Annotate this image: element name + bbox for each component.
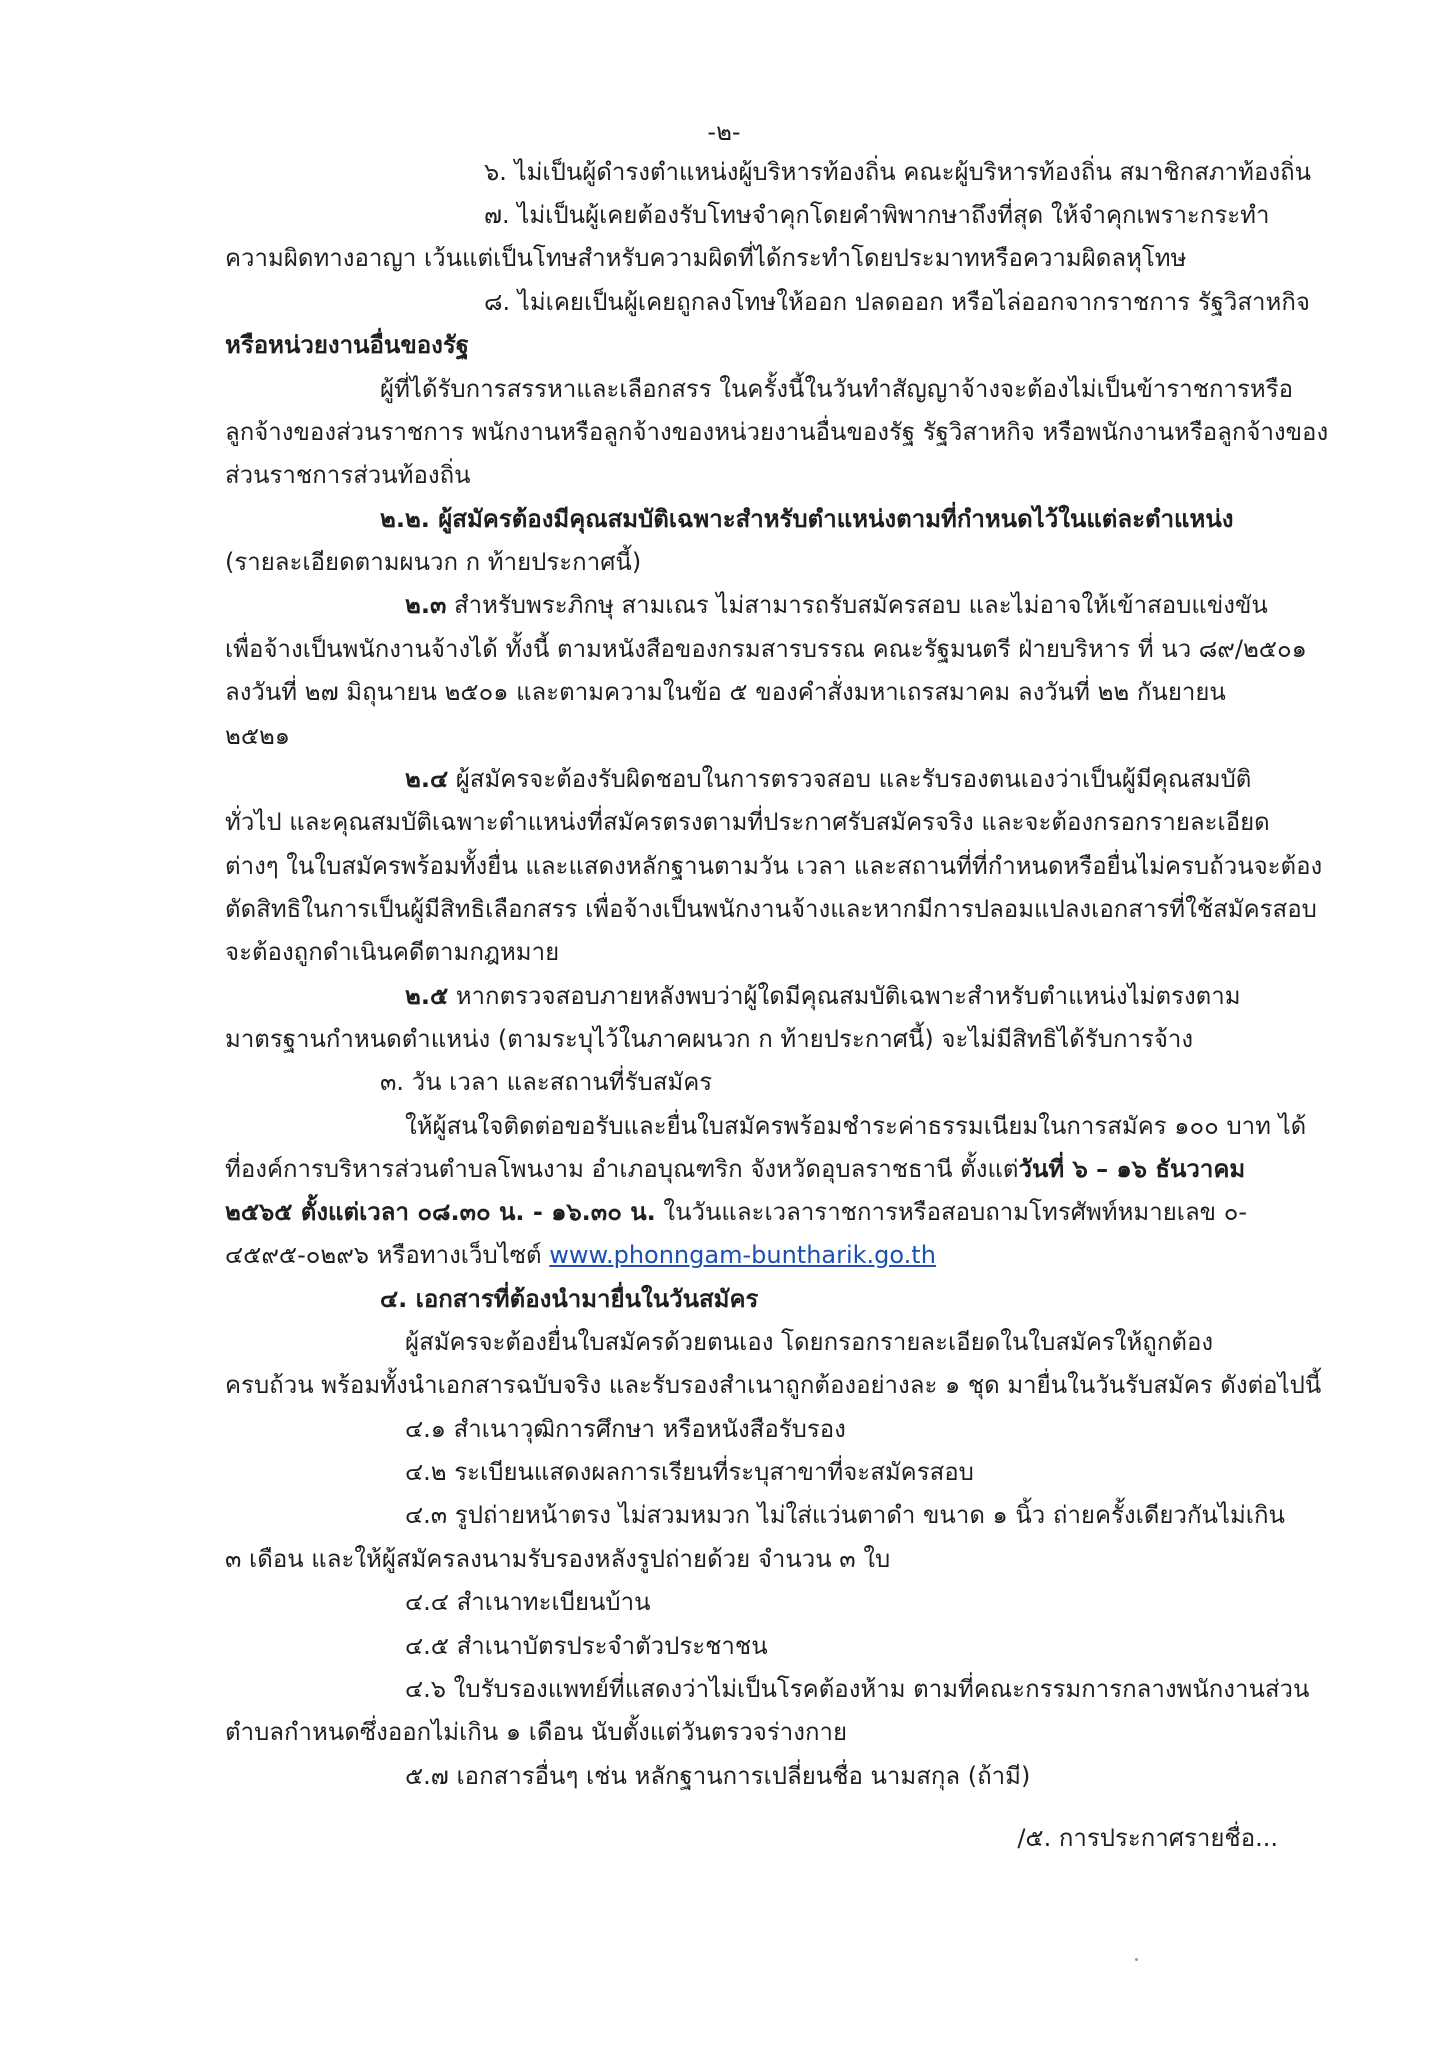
text-segment: ผู้สมัครจะต้องยื่นใบสมัครด้วยตนเอง โดยกรอกรายละเอียดในใบสมัครให้ถูกต้อง bbox=[405, 1328, 1214, 1356]
text-segment: ๒๕๒๑ bbox=[225, 722, 291, 750]
text-segment: ๒.๒. ผู้สมัครต้องมีคุณสมบัติเฉพาะสำหรับตำแหน่งตามที่กำหนดไว้ในแต่ละตำแหน่ง bbox=[380, 505, 1234, 533]
text-line bbox=[405, 1409, 846, 1449]
continuation-note: /๕. การประกาศรายชื่อ... bbox=[1017, 1824, 1278, 1852]
text-segment: ส่วนราชการส่วนท้องถิ่น bbox=[225, 461, 471, 489]
text-segment: ๕.๗ เอกสารอื่นๆ เช่น หลักฐานการเปลี่ยนชื่อ นามสกุล (ถ้ามี) bbox=[405, 1762, 1031, 1790]
text-line bbox=[225, 716, 290, 756]
text-line bbox=[380, 369, 1293, 409]
text-segment: ตำบลกำหนดซึ่งออกไม่เกิน ๑ เดือน นับตั้งแต่วันตรวจร่างกาย bbox=[225, 1718, 848, 1746]
text-segment: หากตรวจสอบภายหลังพบว่าผู้ใดมีคุณสมบัติเฉพาะสำหรับตำแหน่งไม่ตรงตาม bbox=[448, 982, 1241, 1010]
text-segment: มาตรฐานกำหนดตำแหน่ง (ตามระบุไว้ในภาคผนวก ก ท้ายประกาศนี้) จะไม่มีสิทธิได้รับการจ้าง bbox=[225, 1025, 1194, 1053]
text-line bbox=[380, 499, 1233, 539]
text-line bbox=[405, 759, 1251, 799]
text-segment: (รายละเอียดตามผนวก ก ท้ายประกาศนี้) bbox=[225, 548, 642, 576]
text-segment: ที่องค์การบริหารส่วนตำบลโพนงาม อำเภอบุณฑริก จังหวัดอุบลราชธานี ตั้งแต่ bbox=[225, 1155, 1019, 1183]
text-line bbox=[405, 1626, 768, 1666]
text-line bbox=[225, 629, 1307, 669]
text-segment: ผู้ที่ได้รับการสรรหาและเลือกสรร ในครั้งนี้ในวันทำสัญญาจ้างจะต้องไม่เป็นข้าราชการหรือ bbox=[380, 375, 1294, 403]
text-line bbox=[225, 802, 1270, 842]
text-line bbox=[225, 889, 1317, 929]
text-line bbox=[225, 1192, 1247, 1232]
text-line bbox=[405, 1756, 1030, 1796]
text-segment: หรือหน่วยงานอื่นของรัฐ bbox=[225, 331, 469, 359]
text-line bbox=[225, 1365, 1321, 1405]
text-segment: ๔๕๙๕-๐๒๙๖ หรือทางเว็บไซต์ bbox=[225, 1241, 550, 1269]
text-line bbox=[225, 542, 641, 582]
text-line bbox=[405, 585, 1268, 625]
scan-speck bbox=[1135, 1958, 1138, 1961]
text-segment: ๖. ไม่เป็นผู้ดำรงตำแหน่งผู้บริหารท้องถิ่น คณะผู้บริหารท้องถิ่น สมาชิกสภาท้องถิ่น bbox=[484, 158, 1312, 186]
text-segment: ในวันและเวลาราชการหรือสอบถามโทรศัพท์หมายเลข ๐- bbox=[655, 1198, 1248, 1226]
text-segment: ๔.๔ สำเนาทะเบียนบ้าน bbox=[405, 1588, 651, 1616]
text-segment: สำหรับพระภิกษุ สามเณร ไม่สามารถรับสมัครสอบ และไม่อาจให้เข้าสอบแข่งขัน bbox=[446, 591, 1268, 619]
text-line bbox=[405, 1322, 1213, 1362]
text-line bbox=[405, 1669, 1309, 1709]
text-segment: ๔. เอกสารที่ต้องนำมายื่นในวันสมัคร bbox=[380, 1285, 759, 1313]
text-segment: ๔.๓ รูปถ่ายหน้าตรง ไม่สวมหมวก ไม่ใส่แว่นตาดำ ขนาด ๑ นิ้ว ถ่ายครั้งเดียวกันไม่เกิน bbox=[405, 1501, 1285, 1529]
text-segment: ๒.๕ bbox=[405, 982, 449, 1010]
text-line bbox=[225, 1539, 890, 1579]
text-segment: ๒.๔ bbox=[405, 765, 449, 793]
text-line bbox=[484, 282, 1310, 322]
text-segment: ลูกจ้างของส่วนราชการ พนักงานหรือลูกจ้างของหน่วยงานอื่นของรัฐ รัฐวิสาหกิจ หรือพนักงานหรือลูกจ้างของ bbox=[225, 418, 1329, 446]
text-segment: ๔.๖ ใบรับรองแพทย์ที่แสดงว่าไม่เป็นโรคต้องห้าม ตามที่คณะกรรมการกลางพนักงานส่วน bbox=[405, 1675, 1310, 1703]
text-segment: ความผิดทางอาญา เว้นแต่เป็นโทษสำหรับความผิดที่ได้กระทำโดยประมาทหรือความผิดลหุโทษ bbox=[225, 244, 1187, 272]
text-line bbox=[225, 325, 469, 365]
text-segment: ๓. วัน เวลา และสถานที่รับสมัคร bbox=[380, 1068, 713, 1096]
text-line bbox=[225, 1712, 847, 1752]
text-segment: ผู้สมัครจะต้องรับผิดชอบในการตรวจสอบ และรับรองตนเองว่าเป็นผู้มีคุณสมบัติ bbox=[448, 765, 1252, 793]
text-line bbox=[405, 1495, 1285, 1535]
text-segment: ๘. ไม่เคยเป็นผู้เคยถูกลงโทษให้ออก ปลดออก หรือไล่ออกจากราชการ รัฐวิสาหกิจ bbox=[484, 288, 1310, 316]
text-line bbox=[225, 412, 1328, 452]
text-segment: ครบถ้วน พร้อมทั้งนำเอกสารฉบับจริง และรับรองสำเนาถูกต้องอย่างละ ๑ ชุด มายื่นในวันรับสมัคร ดังต่อไปนี้ bbox=[225, 1371, 1322, 1399]
text-segment: เพื่อจ้างเป็นพนักงานจ้างได้ ทั้งนี้ ตามหนังสือของกรมสารบรรณ คณะรัฐมนตรี ฝ่ายบริหาร ที่ นว ๘๙/๒๕๐๑ bbox=[225, 635, 1307, 663]
text-line bbox=[225, 1019, 1193, 1059]
text-line bbox=[405, 976, 1241, 1016]
text-line bbox=[225, 672, 1226, 712]
text-line bbox=[225, 1149, 1245, 1189]
text-segment: ๓ เดือน และให้ผู้สมัครลงนามรับรองหลังรูปถ่ายด้วย จำนวน ๓ ใบ bbox=[225, 1545, 891, 1573]
text-segment: ๔.๑ สำเนาวุฒิการศึกษา หรือหนังสือรับรอง bbox=[405, 1415, 846, 1443]
text-line bbox=[405, 1106, 1306, 1146]
text-segment: ๒.๓ bbox=[405, 591, 447, 619]
text-segment: ให้ผู้สนใจติดต่อขอรับและยื่นใบสมัครพร้อมชำระค่าธรรมเนียมในการสมัคร ๑๐๐ บาท ได้ bbox=[405, 1112, 1307, 1140]
text-line bbox=[225, 932, 559, 972]
text-segment: ๔.๕ สำเนาบัตรประจำตัวประชาชน bbox=[405, 1632, 768, 1660]
text-line bbox=[380, 1279, 758, 1319]
text-segment: ต่างๆ ในใบสมัครพร้อมทั้งยื่น และแสดงหลักฐานตามวัน เวลา และสถานที่ที่กำหนดหรือยื่นไม่ครบถ้วนจะต้อง bbox=[225, 852, 1323, 880]
text-line bbox=[484, 195, 1269, 235]
text-line bbox=[484, 152, 1311, 192]
text-segment: วันที่ ๖ – ๑๖ ธันวาคม bbox=[1018, 1155, 1246, 1183]
text-segment: ตัดสิทธิในการเป็นผู้มีสิทธิเลือกสรร เพื่อจ้างเป็นพนักงานจ้างและหากมีการปลอมแปลงเอกสารที่ใช้สมัครสอบ bbox=[225, 895, 1317, 923]
text-line bbox=[405, 1452, 974, 1492]
website-link[interactable]: www.phonngam-buntharik.go.th bbox=[549, 1241, 936, 1269]
text-segment: ๒๕๖๕ ตั้งแต่เวลา ๐๘.๓๐ น. - ๑๖.๓๐ น. bbox=[225, 1198, 656, 1226]
text-line bbox=[380, 1062, 712, 1102]
text-line bbox=[225, 846, 1322, 886]
text-line bbox=[405, 1582, 651, 1622]
text-segment: จะต้องถูกดำเนินคดีตามกฎหมาย bbox=[225, 938, 560, 966]
text-segment: ๔.๒ ระเบียนแสดงผลการเรียนที่ระบุสาขาที่จะสมัครสอบ bbox=[405, 1458, 974, 1486]
text-line bbox=[225, 455, 471, 495]
text-line bbox=[225, 1235, 936, 1275]
text-segment: ทั่วไป และคุณสมบัติเฉพาะตำแหน่งที่สมัครตรงตามที่ประกาศรับสมัครจริง และจะต้องกรอกรายละเอียด bbox=[225, 808, 1270, 836]
page-number: -๒- bbox=[707, 118, 741, 146]
text-segment: ๗. ไม่เป็นผู้เคยต้องรับโทษจำคุกโดยคำพิพากษาถึงที่สุด ให้จำคุกเพราะกระทำ bbox=[484, 201, 1270, 229]
text-segment: ลงวันที่ ๒๗ มิถุนายน ๒๕๐๑ และตามความในข้อ ๕ ของคำสั่งมหาเถรสมาคม ลงวันที่ ๒๒ กันยายน bbox=[225, 678, 1226, 706]
text-line bbox=[225, 238, 1186, 278]
